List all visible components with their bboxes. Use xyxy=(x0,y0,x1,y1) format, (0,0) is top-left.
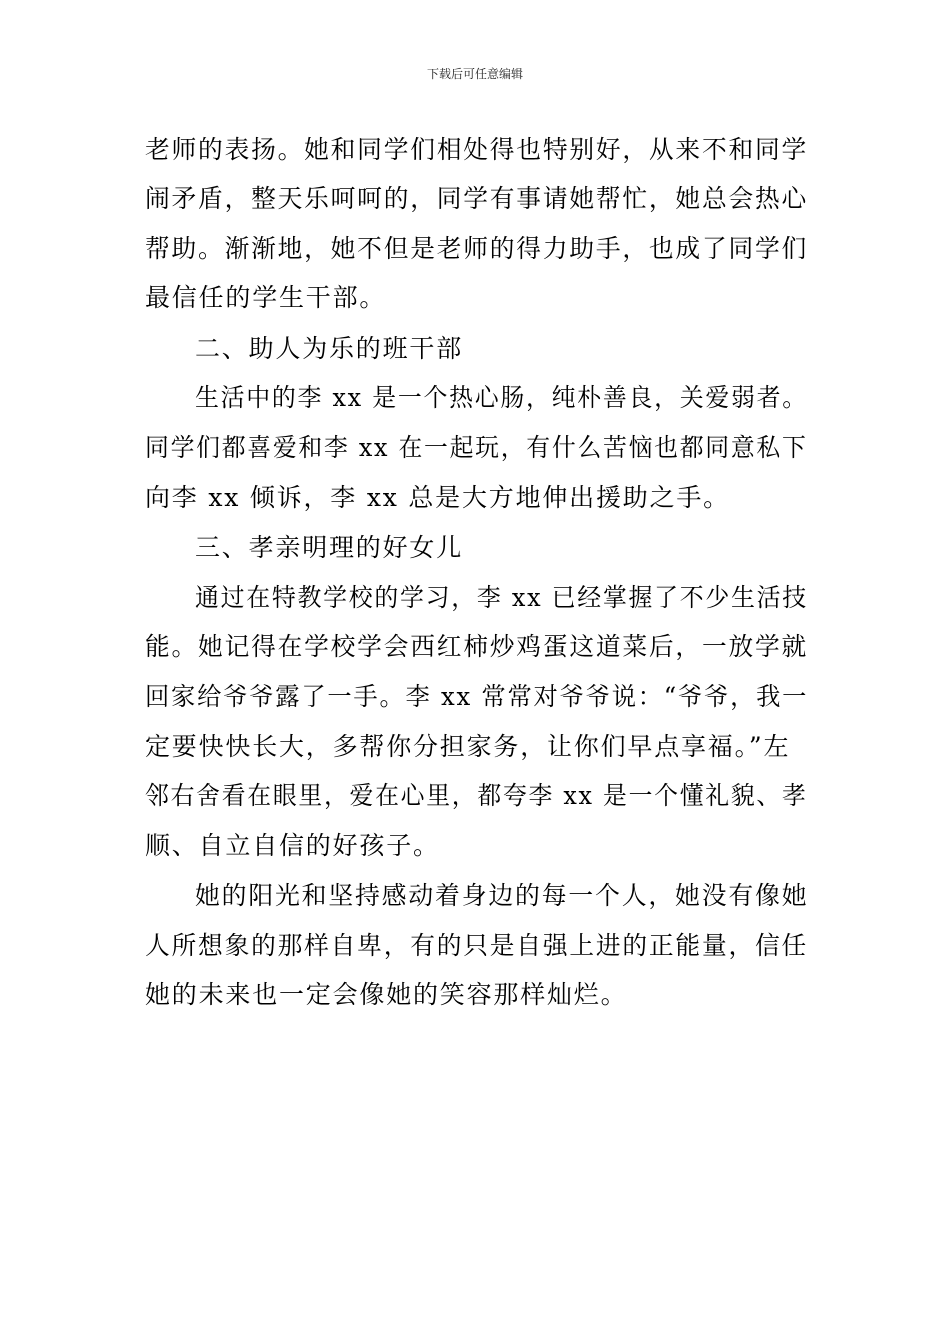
paragraph-line: 邻右舍看在眼里，爱在心里，都夸李 xx 是一个懂礼貌、孝 xyxy=(145,781,808,810)
paragraph-line: 顺、自立自信的好孩子。 xyxy=(145,831,440,860)
page-header: 下载后可任意编辑 xyxy=(426,67,523,81)
paragraph-line: 帮助。渐渐地，她不但是老师的得力助手，也成了同学们 xyxy=(145,234,809,263)
paragraph-line: 她的阳光和坚持感动着身边的每一个人，她没有像她 xyxy=(195,881,809,910)
paragraph-line: 生活中的李 xx 是一个热心肠，纯朴善良，关爱弱者。 xyxy=(195,383,808,412)
section-heading: 三、孝亲明理的好女儿 xyxy=(195,533,464,562)
paragraph-line: 定要快快长大，多帮你分担家务，让你们早点享福。”左 xyxy=(145,732,791,761)
paragraph-line: 回家给爷爷露了一手。李 xx 常常对爷爷说：“爷爷，我一 xyxy=(145,682,809,711)
paragraph-line: 同学们都喜爱和李 xx 在一起玩，有什么苦恼也都同意私下 xyxy=(145,433,808,462)
paragraph-line: 通过在特教学校的学习，李 xx 已经掌握了不少生活技 xyxy=(195,583,808,612)
paragraph-line: 老师的表扬。她和同学们相处得也特别好，从来不和同学 xyxy=(145,135,809,164)
paragraph-line: 最信任的学生干部。 xyxy=(145,283,387,312)
paragraph-line: 能。她记得在学校学会西红柿炒鸡蛋这道菜后，一放学就 xyxy=(145,632,809,661)
paragraph-line: 她的未来也一定会像她的笑容那样灿烂。 xyxy=(145,980,628,1009)
paragraph-line: 人所想象的那样自卑，有的只是自强上进的正能量，信任 xyxy=(145,931,809,960)
paragraph-line: 闹矛盾，整天乐呵呵的，同学有事请她帮忙，她总会热心 xyxy=(145,184,809,213)
section-heading: 二、助人为乐的班干部 xyxy=(195,334,464,363)
paragraph-line: 向李 xx 倾诉，李 xx 总是大方地伸出援助之手。 xyxy=(145,483,730,512)
